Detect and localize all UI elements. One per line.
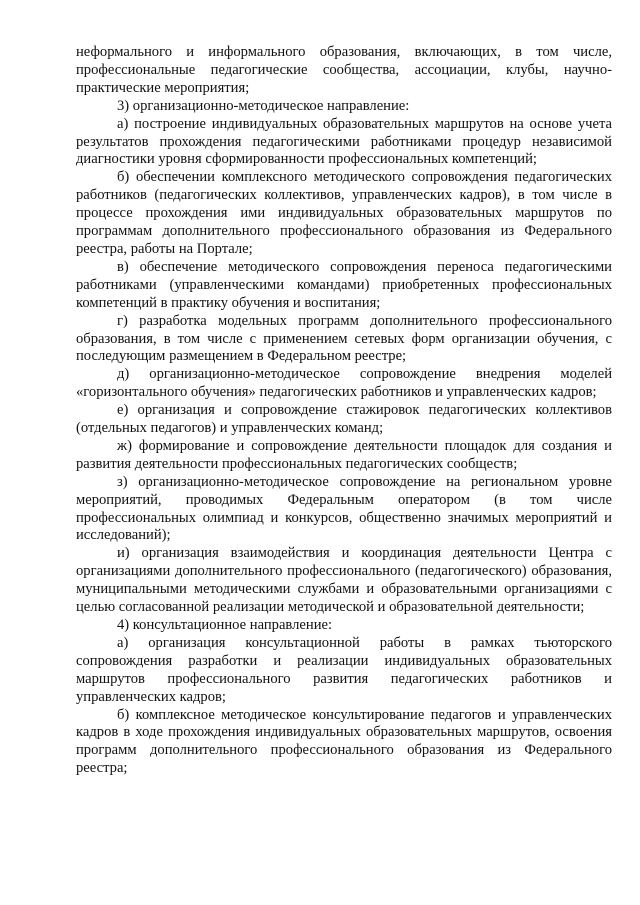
list-item-g: г) разработка модельных программ дополнительного профессионального образования, в том числе с применением сетевых форм организации обучения, с последующим размещением в Федеральном реестре;	[76, 312, 612, 365]
list-item-a: а) построение индивидуальных образовательных маршрутов на основе учета результатов прохождения педагогическими работниками процедур независимой диагностики уровня сформированности профессиональных компетенций;	[76, 115, 612, 168]
document-page	[76, 44, 612, 778]
list-item-d: д) организационно-методическое сопровождение внедрения моделей «горизонтального обучения» педагогических работников и управленческих кадров;	[76, 366, 612, 401]
list-item-b-consulting: б) комплексное методическое консультирование педагогов и управленческих кадров в ходе прохождения индивидуальных образовательных маршрутов, освоения программ дополнительного профессионального образования из Федерального реестра;	[76, 706, 612, 777]
section-heading-consulting: 4) консультационное направление:	[117, 617, 333, 633]
list-item-v: в) обеспечение методического сопровождения переноса педагогическими работниками (управленческими командами) приобретенных профессиональных компетенций в практику обучения и воспитания;	[76, 258, 612, 311]
list-item-b: б) обеспечении комплексного методического сопровождения педагогических работников (педагогических коллективов, управленческих кадров), в том числе в процессе прохождения ими индивидуальных образовательных маршрутов по программам дополнительного профессионального образования из Федерального реестра, работы на Портале;	[76, 169, 612, 257]
list-item-zh: ж) формирование и сопровождение деятельности площадок для создания и развития деятельности профессиональных педагогических сообществ;	[76, 437, 612, 472]
list-item-i: и) организация взаимодействия и координация деятельности Центра с организациями дополнительного профессионального (педагогического) образования, муниципальными методическими службами и образовательными организациями с целью согласованной реализации методической и образовательной деятельности;	[76, 545, 612, 616]
list-item-a-consulting: а) организация консультационной работы в рамках тьюторского сопровождения разработки и реализации индивидуальных образовательных маршрутов профессионального развития педагогических работников и управленческих кадров;	[76, 634, 612, 705]
list-item-e: е) организация и сопровождение стажировок педагогических коллективов (отдельных педагогов) и управленческих команд;	[76, 402, 612, 437]
paragraph-continuation: неформального и информального образования, включающих, в том числе, профессиональные педагогические сообщества, ассоциации, клубы, научно-практические мероприятия;	[76, 44, 612, 96]
section-heading-organizational: 3) организационно-методическое направление:	[117, 97, 410, 114]
list-item-z: з) организационно-методическое сопровождение на региональном уровне мероприятий, проводимых Федеральным оператором (в том числе профессиональных олимпиад и конкурсов, общественно значимых мероприятий и исследований);	[76, 473, 612, 544]
